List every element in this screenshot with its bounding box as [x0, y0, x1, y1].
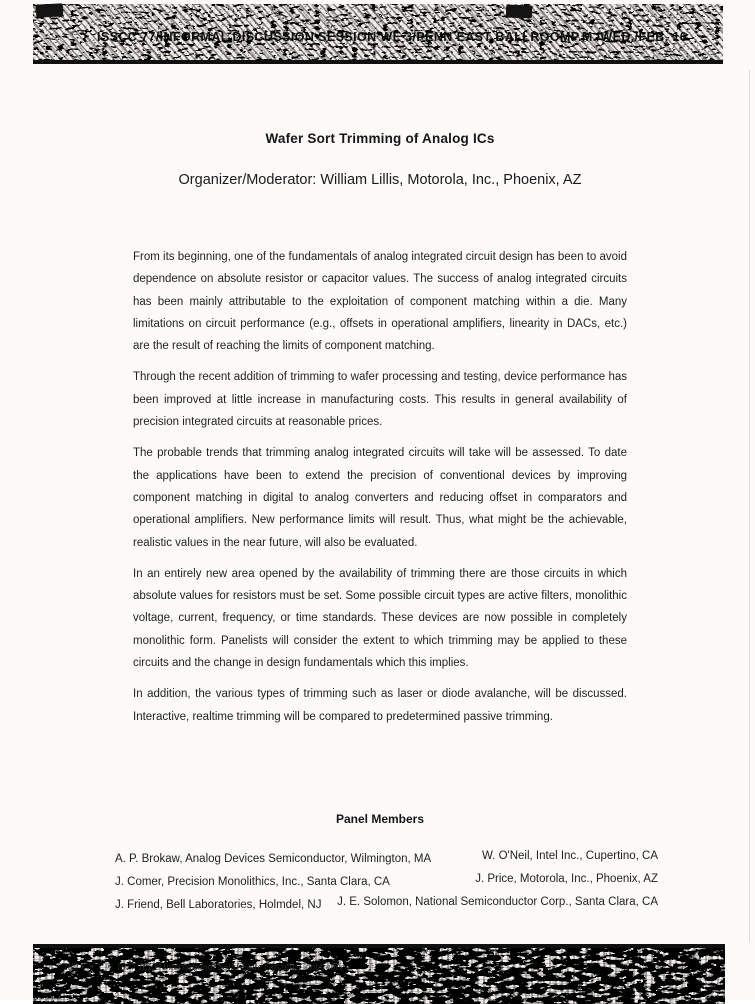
abstract-paragraph: The probable trends that trimming analog integrated circuits will take will be assessed. To date the applications have been to extend the precision of conventional devices by improving component matching in digital to analog converters and reducing offset in comparators and operational amplifiers. New performance limits will result. Thus, what might be the achievable, realistic values in the near future, will also be evaluated.: [133, 447, 627, 549]
scan-edge-artifact: [749, 70, 750, 942]
panel-member-item: J. Friend, Bell Laboratories, Holmdel, NJ: [115, 899, 322, 911]
page-number: 180: [63, 962, 78, 973]
copyright-notice: © 1977 IEEE International Solid-State Circuits Conference: [105, 962, 345, 973]
session-time-label: P.M./WED./FEB. 16: [570, 30, 688, 44]
panel-member-item: W. O'Neil, Intel Inc., Cupertino, CA: [481, 850, 658, 862]
footer-banner: [33, 944, 725, 1004]
abstract-paragraph: Through the recent addition of trimming to wafer processing and testing, device performance has been improved at little increase in manufacturing costs. This results in general availability of precision integrated circuits at reasonable prices.: [133, 371, 627, 429]
panel-members-right-column: [337, 849, 658, 918]
abstract-paragraph: In addition, the various types of trimming such as laser or diode avalanche, will be discussed. Interactive, realtime trimming will be compared to predetermined passive trimming.: [133, 688, 627, 723]
session-label: ISSCC 77/INFORMAL DISCUSSION SESSION WE 3/PENN EAST BALLROOM: [97, 30, 571, 44]
session-header-text: [33, 30, 723, 44]
ink-blot: [506, 5, 532, 19]
halftone-noise-texture: [33, 948, 725, 1004]
page-title: Wafer Sort Trimming of Analog ICs: [265, 131, 495, 146]
panel-members-heading: Panel Members: [335, 812, 425, 826]
panel-member-item: A. P. Brokaw, Analog Devices Semiconductor, Wilmington, MA: [115, 853, 432, 865]
panel-member-item: J. E. Solomon, National Semiconductor Corp., Santa Clara, CA: [337, 896, 658, 908]
session-header-banner: [33, 4, 723, 64]
abstract-paragraph: From its beginning, one of the fundamentals of analog integrated circuit design has been to avoid dependence on absolute resistor or capacitor values. The success of analog integrated circuits has been mainly attributable to the exploitation of component matching within a die. Many limitations on circuit performance (e.g., offsets in operational amplifiers, linearity in DACs, etc.) are the result of reaching the limits of component matching.: [133, 251, 627, 353]
bullet-icon: •: [90, 961, 94, 973]
footer-text: [63, 961, 344, 973]
panel-member-item: J. Price, Motorola, Inc., Phoenix, AZ: [475, 873, 658, 885]
panel-member-item: J. Comer, Precision Monolithics, Inc., Santa Clara, CA: [115, 876, 390, 888]
abstract-body: [133, 246, 627, 737]
ink-blot: [36, 3, 64, 17]
abstract-paragraph: In an entirely new area opened by the availability of trimming there are those circuits in which absolute values for resistors must be set. Some possible circuit types are active filters, monolithic voltage, current, frequency, or time standards. These devices are now possible in completely monolithic form. Panelists will consider the extent to which trimming may be applied to these circuits and the change in design fundamentals which this implies.: [133, 567, 627, 670]
organizer-moderator-line: Organizer/Moderator: William Lillis, Motorola, Inc., Phoenix, AZ: [178, 172, 582, 188]
